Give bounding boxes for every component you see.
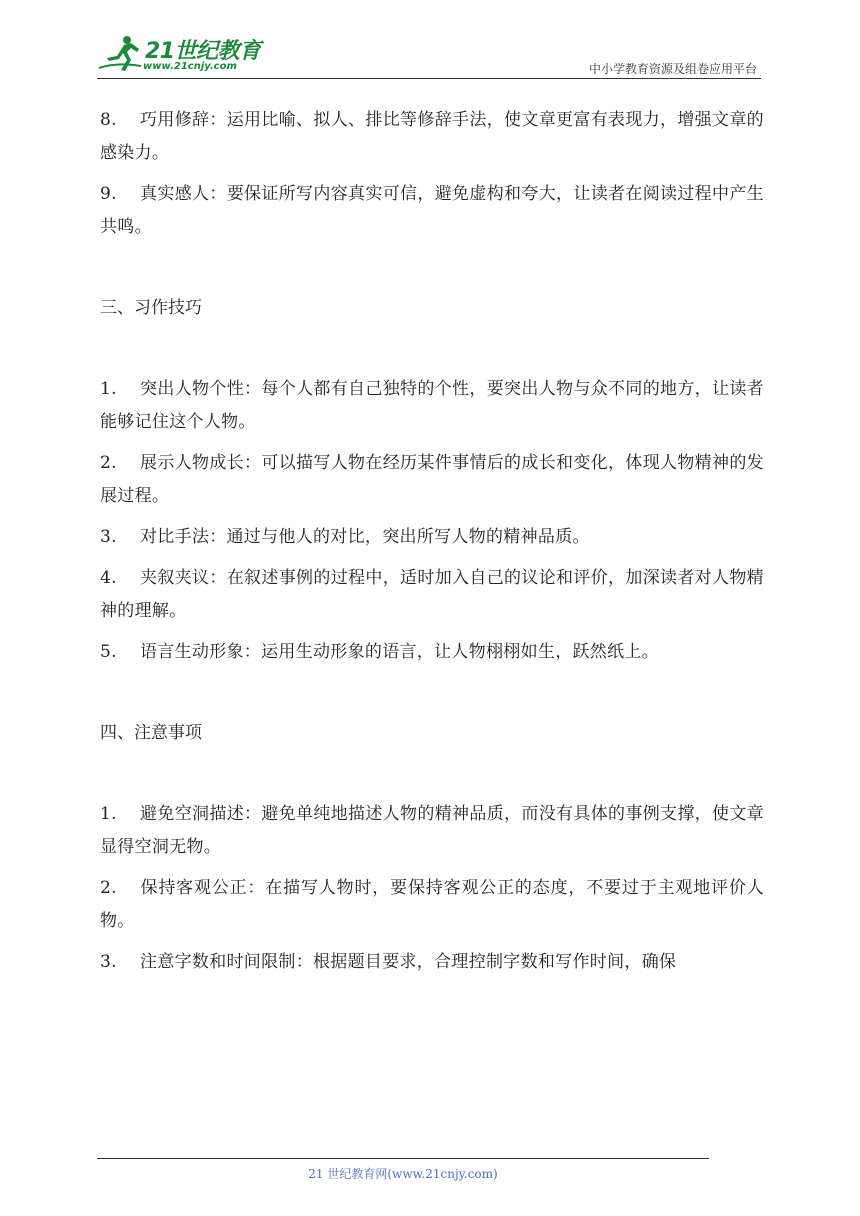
section-heading: 三、习作技巧 [100, 298, 202, 318]
list-item: 8. 巧用修辞：运用比喻、拟人、排比等修辞手法，使文章更富有表现力，增强文章的感染力。 [100, 110, 764, 163]
list-item: 1. 突出人物个性：每个人都有自己独特的个性，要突出人物与众不同的地方，让读者能够记住这个人物。 [100, 379, 764, 432]
logo-text: 21世纪教育 [145, 39, 261, 64]
footer-text: 21 世纪教育网(www.21cnjy.com) [308, 1167, 498, 1181]
list-item: 3. 对比手法：通过与他人的对比，突出所写人物的精神品质。 [100, 527, 590, 547]
logo [97, 32, 277, 76]
list-item: 1. 避免空洞描述：避免单纯地描述人物的精神品质，而没有具体的事例支撑，使文章显得空洞无物。 [100, 804, 764, 857]
page-header [97, 32, 761, 79]
section-heading: 四、注意事项 [100, 723, 202, 743]
list-item: 2. 展示人物成长：可以描写人物在经历某件事情后的成长和变化，体现人物精神的发展过程。 [100, 453, 764, 506]
logo-url: www.21cnjy.com [143, 61, 237, 72]
list-item: 3. 注意字数和时间限制：根据题目要求，合理控制字数和写作时间，确保 [100, 952, 677, 972]
list-item: 9. 真实感人：要保证所写内容真实可信，避免虚构和夸大，让读者在阅读过程中产生共鸣。 [100, 184, 764, 237]
document-body [100, 104, 764, 987]
page-footer [97, 1158, 709, 1182]
platform-title: 中小学教育资源及组卷应用平台 [588, 62, 757, 76]
list-item: 4. 夹叙夹议：在叙述事例的过程中，适时加入自己的议论和评价，加深读者对人物精神的理解。 [100, 568, 764, 621]
list-item: 2. 保持客观公正：在描写人物时，要保持客观公正的态度，不要过于主观地评价人物。 [100, 878, 764, 931]
list-item: 5. 语言生动形象：运用生动形象的语言，让人物栩栩如生，跃然纸上。 [100, 642, 659, 662]
runner-logo-icon [97, 34, 147, 74]
